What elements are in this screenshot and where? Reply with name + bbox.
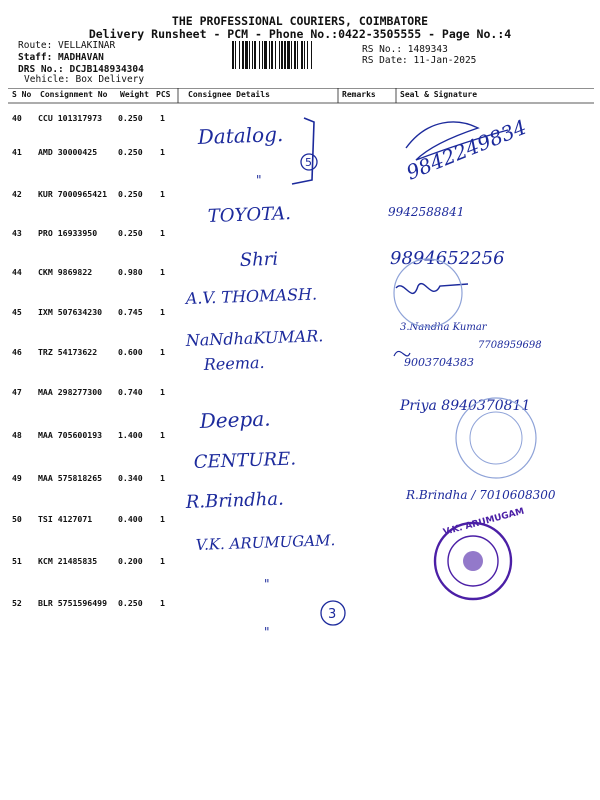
rs-date: RS Date: 11-Jan-2025 (362, 55, 477, 66)
cell-sno: 43 (12, 228, 22, 238)
cell-pcs: 1 (160, 267, 165, 277)
consignee-handwriting: CENTURE. (193, 448, 297, 473)
route-label: Route: VELLAKINAR (18, 40, 116, 51)
circled-number: 5 (305, 156, 312, 169)
cell-sno: 45 (12, 307, 22, 317)
cell-consignment: TRZ 54173622 (38, 347, 98, 357)
barcode-bar (249, 41, 250, 69)
barcode-bar (264, 41, 267, 69)
cell-pcs: 1 (160, 228, 165, 238)
cell-consignment: TSI 4127071 (38, 514, 93, 524)
signature-handwriting: 7708959698 (478, 340, 542, 351)
cell-pcs: 1 (160, 473, 165, 483)
drs-number: DRS No.: DCJB148934304 (18, 64, 144, 75)
cell-sno: 50 (12, 514, 22, 524)
consignee-handwriting: Reema. (203, 352, 265, 374)
barcode-bar (294, 41, 296, 69)
cell-sno: 40 (12, 113, 22, 123)
cell-consignment: IXM 507634230 (38, 307, 103, 317)
cell-consignment: MAA 298277300 (38, 387, 103, 397)
rs-number: RS No.: 1489343 (362, 44, 448, 55)
barcode-bar (245, 41, 248, 69)
cell-pcs: 1 (160, 189, 165, 199)
vehicle-label: Vehicle: Box Delivery (24, 74, 145, 85)
cell-consignment: AMD 30000425 (38, 147, 98, 157)
barcode-bar (287, 41, 290, 69)
cell-consignment: BLR 5751596499 (38, 598, 108, 608)
consignee-handwriting: Deepa. (199, 406, 271, 433)
staff-label: Staff: MADHAVAN (18, 52, 104, 63)
barcode-bar (269, 41, 270, 69)
cell-sno: 42 (12, 189, 22, 199)
cell-pcs: 1 (160, 387, 165, 397)
signature-handwriting: 9942588841 (388, 205, 465, 219)
cell-pcs: 1 (160, 556, 165, 566)
consignee-handwriting: NaNdhaKUMAR. (185, 326, 324, 350)
faint-stamp (394, 259, 462, 327)
ditto-mark: " (256, 173, 262, 187)
cell-weight: 0.980 (118, 267, 143, 277)
barcode-bar (284, 41, 286, 69)
barcode-bar (311, 41, 312, 69)
column-header: Consignment No (40, 90, 108, 99)
signature-handwriting: 9894652256 (390, 248, 505, 269)
column-header: Consignee Details (188, 90, 270, 99)
cell-weight: 0.250 (118, 598, 143, 608)
barcode-bar (242, 41, 244, 69)
runsheet-subtitle: Delivery Runsheet - PCM - Phone No.:0422-3505555 - Page No.:4 (88, 27, 512, 41)
cell-weight: 0.200 (118, 556, 143, 566)
ditto-mark: " (264, 577, 270, 591)
cell-consignment: CCU 101317973 (38, 113, 103, 123)
barcode-bar (291, 41, 292, 69)
barcode-bar (281, 41, 283, 69)
signature-scribble (394, 351, 410, 356)
cell-sno: 52 (12, 598, 22, 608)
column-header: Seal & Signature (400, 90, 478, 99)
barcode-bar (307, 41, 308, 69)
cell-weight: 0.740 (118, 387, 143, 397)
ditto-mark: " (264, 625, 270, 639)
cell-weight: 0.600 (118, 347, 143, 357)
cell-consignment: PRO 16933950 (38, 228, 98, 238)
cell-consignment: KCM 21485835 (38, 556, 98, 566)
consignee-handwriting: Shri (239, 248, 279, 271)
consignee-handwriting: TOYOTA. (207, 203, 292, 227)
consignee-handwriting: R.Brindha. (185, 488, 285, 513)
barcode-bar (239, 41, 240, 69)
cell-sno: 49 (12, 473, 22, 483)
barcode-bar (301, 41, 303, 69)
barcode-bar (262, 41, 263, 69)
seal-stamp-text: V.K. ARUMUGAM (442, 506, 526, 538)
cell-sno: 48 (12, 430, 22, 440)
barcode-bar (259, 41, 260, 69)
cell-sno: 44 (12, 267, 22, 277)
consignee-handwriting: V.K. ARUMUGAM. (195, 531, 336, 554)
cell-consignment: CKM 9869822 (38, 267, 93, 277)
signature-handwriting: R.Brindha / 7010608300 (406, 488, 556, 502)
signature-handwriting: 9842249834 (402, 114, 530, 185)
cell-sno: 41 (12, 147, 22, 157)
consignee-handwriting: A.V. THOMASH. (185, 284, 318, 308)
handwriting-layer (8, 88, 594, 648)
column-header: Weight (120, 90, 149, 99)
barcode-bar (252, 41, 253, 69)
barcode-bar (271, 41, 273, 69)
cell-sno: 46 (12, 347, 22, 357)
signature-scribble (396, 284, 468, 294)
barcode-bar (232, 41, 234, 69)
barcode-bar (275, 41, 276, 69)
column-header: Remarks (342, 90, 376, 99)
barcode-bar (304, 41, 305, 69)
circled-number: 3 (328, 607, 337, 622)
barcode-bar (279, 41, 280, 69)
cell-pcs: 1 (160, 514, 165, 524)
cell-pcs: 1 (160, 307, 165, 317)
company-name: THE PROFESSIONAL COURIERS, COIMBATORE (171, 14, 429, 28)
cell-weight: 0.250 (118, 147, 143, 157)
cell-weight: 0.250 (118, 189, 143, 199)
cell-consignment: MAA 575818265 (38, 473, 103, 483)
cell-weight: 0.250 (118, 113, 143, 123)
ink-bracket (292, 118, 314, 184)
cell-pcs: 1 (160, 430, 165, 440)
signature-handwriting: 9003704383 (404, 356, 474, 369)
consignee-handwriting: Datalog. (197, 122, 284, 149)
cell-consignment: MAA 705600193 (38, 430, 103, 440)
cell-consignment: KUR 7000965421 (38, 189, 108, 199)
column-header: PCS (156, 90, 171, 99)
signature-handwriting: Priya 8940370811 (400, 398, 531, 414)
cell-weight: 0.340 (118, 473, 143, 483)
barcode-image (232, 41, 354, 69)
cell-pcs: 1 (160, 598, 165, 608)
column-header: S No (12, 90, 32, 99)
cell-weight: 0.745 (118, 307, 143, 317)
cell-pcs: 1 (160, 347, 165, 357)
cell-weight: 0.250 (118, 228, 143, 238)
cell-weight: 0.400 (118, 514, 143, 524)
signature-handwriting: 3.Nandha Kumar (400, 322, 487, 333)
faint-stamp-inner (470, 412, 522, 464)
barcode-bar (297, 41, 298, 69)
runsheet-table (8, 88, 594, 648)
cell-pcs: 1 (160, 147, 165, 157)
barcode-bar (235, 41, 236, 69)
seal-stamp-center (463, 551, 483, 571)
cell-pcs: 1 (160, 113, 165, 123)
cell-sno: 51 (12, 556, 22, 566)
barcode-bar (254, 41, 256, 69)
cell-weight: 1.400 (118, 430, 143, 440)
cell-sno: 47 (12, 387, 22, 397)
